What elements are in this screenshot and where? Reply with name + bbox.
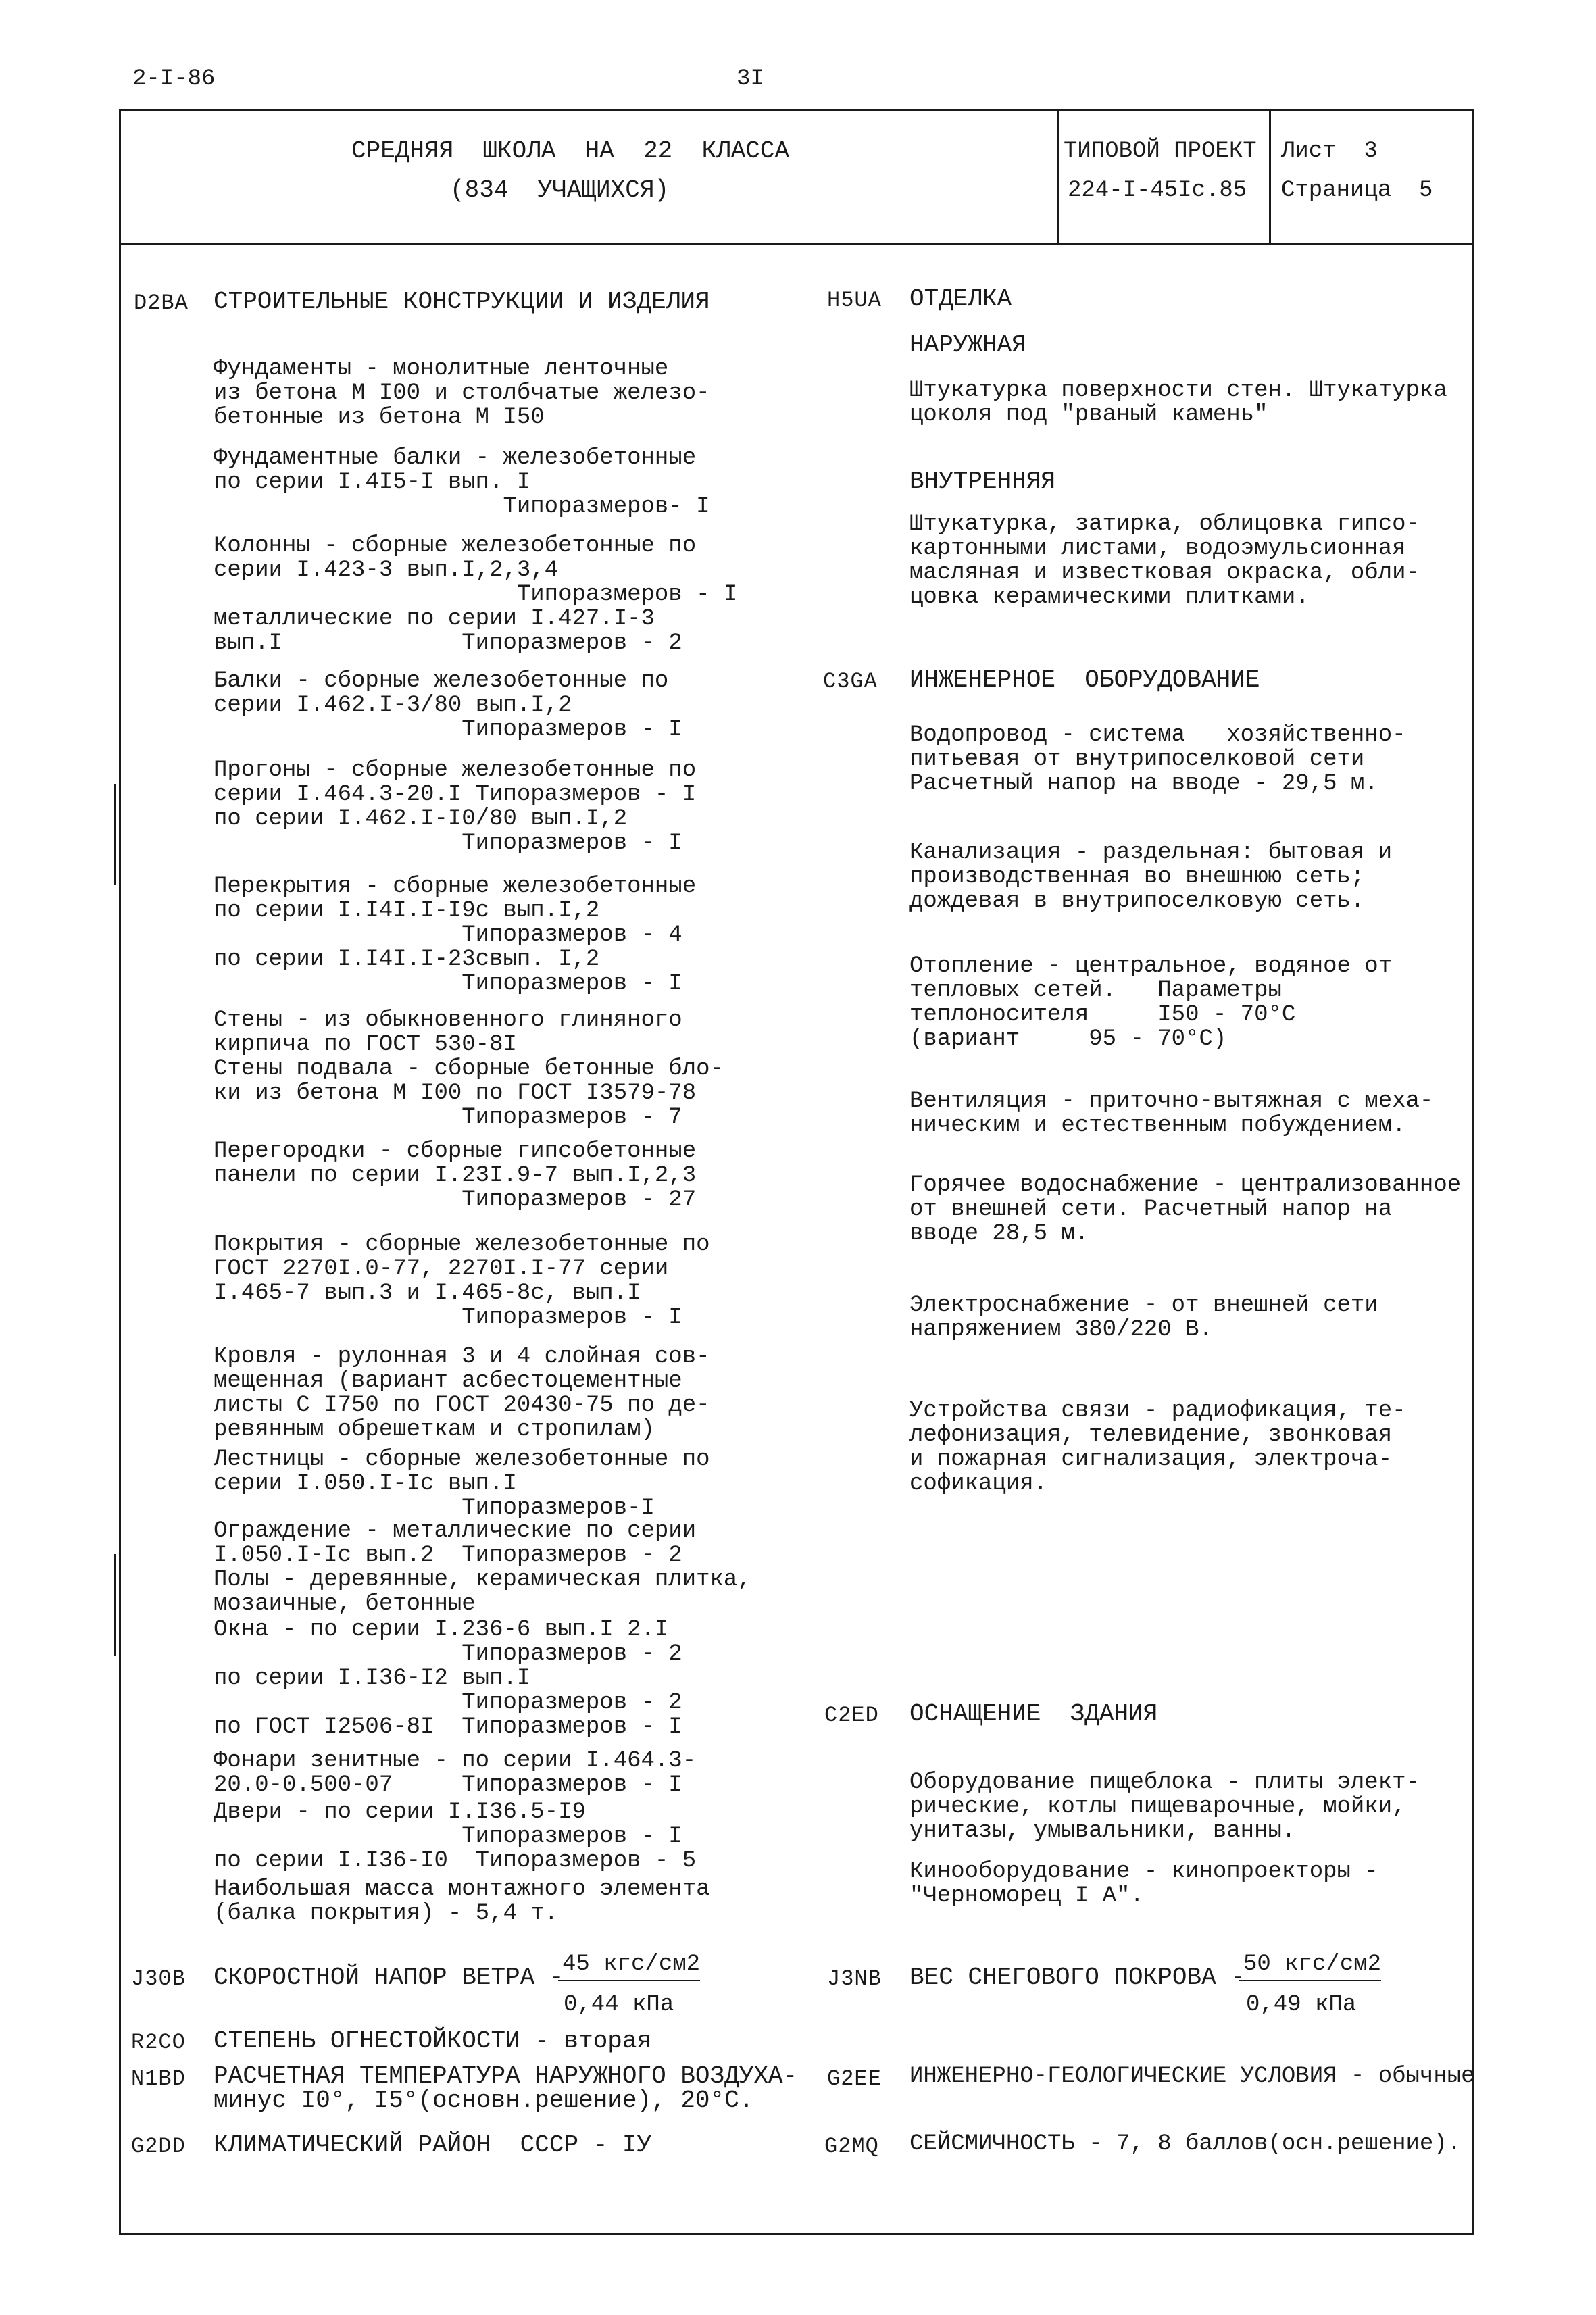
wind-pressure-value: 45 кгс/см2 [562, 1951, 701, 1977]
subsection-outer: НАРУЖНАЯ [909, 331, 1026, 359]
text-line: унитазы, умывальники, ванны. [909, 1818, 1296, 1844]
text-line: цовка керамическими плитками. [909, 584, 1310, 610]
seismicity: СЕЙСМИЧНОСТЬ - 7, 8 баллов(осн.решение). [909, 2131, 1462, 2157]
structures-item [214, 1877, 710, 1926]
text-line: Типоразмеров - I [214, 717, 682, 743]
text-line: Ограждение - металлические по серии [214, 1518, 697, 1544]
fire-resistance: СТЕПЕНЬ ОГНЕСТОЙКОСТИ - вторая [214, 2027, 652, 2055]
text-line: Расчетный напор на вводе - 29,5 м. [909, 771, 1378, 797]
text-line: серии I.423-3 вып.I,2,3,4 [214, 557, 559, 583]
structures-item [214, 357, 710, 430]
text-line: по серии I.462.I-I0/80 вып.I,2 [214, 806, 628, 832]
outdoor-temperature-line1: РАСЧЕТНАЯ ТЕМПЕРАТУРА НАРУЖНОГО ВОЗДУХА- [214, 2062, 798, 2090]
outer-finishing-text [909, 378, 1447, 427]
text-line: Колонны - сборные железобетонные по [214, 533, 697, 559]
text-line: Типоразмеров - I [214, 830, 682, 856]
text-line: Типоразмеров - 27 [214, 1187, 697, 1213]
text-line: Кровля - рулонная 3 и 4 слойная сов- [214, 1344, 710, 1370]
text-line: Штукатурка поверхности стен. Штукатурка [909, 378, 1447, 403]
geology-conditions: ИНЖЕНЕРНО-ГЕОЛОГИЧЕСКИЕ УСЛОВИЯ - обычные [909, 2064, 1475, 2089]
text-line: Наибольшая масса монтажного элемента [214, 1876, 710, 1902]
engineering-item [909, 954, 1392, 1051]
text-line: теплоносителя I50 - 70°С [909, 1002, 1296, 1028]
section-title-equipment: ОСНАЩЕНИЕ ЗДАНИЯ [909, 1700, 1158, 1728]
text-line: тепловых сетей. Параметры [909, 978, 1282, 1003]
text-line: ки из бетона М I00 по ГОСТ I3579-78 [214, 1080, 697, 1106]
engineering-item [909, 1293, 1378, 1342]
structures-item [214, 446, 710, 519]
text-line: серии I.050.I-Iс вып.I [214, 1471, 517, 1497]
wind-pressure-si: 0,44 кПа [564, 1992, 674, 2018]
structures-item [214, 1008, 724, 1130]
text-line: по серии I.I36-I0 Типоразмеров - 5 [214, 1848, 697, 1874]
margin-mark [114, 1554, 116, 1656]
text-line: картонными листами, водоэмульсионная [909, 536, 1406, 562]
text-line: Двери - по серии I.I36.5-I9 [214, 1799, 586, 1825]
text-line: производственная во внешнюю сеть; [909, 864, 1365, 890]
snow-load-value: 50 кгс/см2 [1243, 1951, 1382, 1977]
text-line: лефонизация, телевидение, звонковая [909, 1422, 1393, 1448]
text-line: дождевая в внутрипоселковую сеть. [909, 889, 1365, 914]
text-line: напряжением 380/220 В. [909, 1317, 1213, 1343]
text-line: питьевая от внутрипоселковой сети [909, 747, 1365, 772]
text-line: мещенная (вариант асбестоцементные [214, 1368, 682, 1394]
structures-item [214, 669, 682, 742]
structures-item [214, 1519, 751, 1616]
page-label: Страница 5 [1281, 178, 1433, 203]
page-number: 3I [737, 66, 764, 92]
section-code: N1BD [131, 2066, 186, 2091]
text-line: 20.0-0.500-07 Типоразмеров - I [214, 1772, 682, 1798]
section-code: J30B [131, 1966, 186, 1991]
title-line-2: (834 УЧАЩИХСЯ) [450, 176, 670, 204]
text-line: кирпича по ГОСТ 530-8I [214, 1032, 517, 1057]
section-code: R2CO [131, 2030, 186, 2055]
header-divider-v1 [1057, 109, 1059, 243]
text-line: по серии I.I4I.I-23свып. I,2 [214, 947, 600, 972]
project-number: 224-I-45Iс.85 [1068, 178, 1247, 203]
text-line: Фундаменты - монолитные ленточные [214, 356, 669, 382]
section-code: J3NB [827, 1966, 882, 1991]
structures-item [214, 534, 737, 655]
structures-item [214, 1749, 696, 1797]
section-title-engineering: ИНЖЕНЕРНОЕ ОБОРУДОВАНИЕ [909, 666, 1260, 694]
section-code: G2EE [827, 2066, 882, 2091]
text-line: I.050.I-Iс вып.2 Типоразмеров - 2 [214, 1543, 682, 1568]
section-code: D2BA [134, 291, 189, 316]
text-line: Типоразмеров - 2 [214, 1690, 682, 1716]
section-code: G2DD [131, 2134, 186, 2159]
text-line: "Черноморец I А". [909, 1883, 1144, 1909]
snow-load-si: 0,49 кПа [1246, 1992, 1357, 2018]
document-code: 2-I-86 [132, 66, 216, 92]
text-line: Прогоны - сборные железобетонные по [214, 757, 697, 783]
text-line: Лестницы - сборные железобетонные по [214, 1447, 710, 1472]
header-divider-v2 [1269, 109, 1271, 243]
fraction-bar [558, 1980, 700, 1981]
text-line: Перекрытия - сборные железобетонные [214, 874, 697, 899]
project-label: ТИПОВОЙ ПРОЕКТ [1064, 139, 1257, 164]
text-line: цоколя под "рваный камень" [909, 402, 1268, 428]
text-line: Типоразмеров - 7 [214, 1105, 682, 1130]
text-line: Оборудование пищеблока - плиты элект- [909, 1770, 1420, 1795]
text-line: по серии I.I4I.I-I9с вып.I,2 [214, 898, 600, 924]
text-line: софикация. [909, 1471, 1048, 1497]
text-line: Типоразмеров - 4 [214, 922, 682, 948]
outdoor-temperature-line2: минус I0°, I5°(основн.решение), 20°С. [214, 2087, 754, 2114]
engineering-item [909, 1399, 1406, 1496]
margin-mark [114, 784, 116, 885]
structures-item [214, 1233, 710, 1330]
text-line: Водопровод - система хозяйственно- [909, 722, 1406, 748]
text-line: металлические по серии I.427.I-3 [214, 606, 655, 632]
text-line: Типоразмеров - I [214, 582, 738, 607]
text-line: Стены подвала - сборные бетонные бло- [214, 1056, 724, 1082]
structures-item [214, 874, 696, 996]
text-line: Полы - деревянные, керамическая плитка, [214, 1567, 751, 1593]
engineering-item [909, 1173, 1461, 1246]
text-line: Электроснабжение - от внешней сети [909, 1293, 1378, 1318]
text-line: Фундаментные балки - железобетонные [214, 445, 697, 471]
fraction-bar [1239, 1980, 1381, 1981]
header-divider [119, 243, 1474, 245]
text-line: масляная и известковая окраска, обли- [909, 560, 1420, 586]
engineering-item [909, 841, 1392, 914]
structures-item [214, 1139, 696, 1212]
text-line: и пожарная сигнализация, электроча- [909, 1447, 1393, 1472]
text-line: серии I.464.3-20.I Типоразмеров - I [214, 782, 697, 807]
equipment-item [909, 1860, 1378, 1908]
text-line: Типоразмеров-I [214, 1495, 655, 1521]
text-line: по серии I.4I5-I вып. I [214, 470, 531, 495]
section-code: C2ED [824, 1703, 879, 1728]
structures-item [214, 1345, 710, 1442]
sheet-number: Лист 3 [1281, 139, 1378, 164]
text-line: Типоразмеров - I [214, 971, 682, 997]
text-line: Вентиляция - приточно-вытяжная с меха- [909, 1089, 1434, 1114]
text-line: листы С I750 по ГОСТ 20430-75 по де- [214, 1393, 710, 1418]
text-line: рические, котлы пищеварочные, мойки, [909, 1794, 1406, 1820]
text-line: вып.I Типоразмеров - 2 [214, 630, 682, 656]
structures-item [214, 1618, 682, 1739]
text-line: (вариант 95 - 70°С) [909, 1026, 1227, 1052]
text-line: Канализация - раздельная: бытовая и [909, 840, 1393, 866]
subsection-inner: ВНУТРЕННЯЯ [909, 468, 1056, 495]
text-line: от внешней сети. Расчетный напор на [909, 1197, 1393, 1222]
text-line: Типоразмеров- I [214, 494, 710, 520]
structures-item [214, 1447, 710, 1520]
section-title-structures: СТРОИТЕЛЬНЫЕ КОНСТРУКЦИИ И ИЗДЕЛИЯ [214, 288, 710, 316]
snow-load-label: ВЕС СНЕГОВОГО ПОКРОВА - [909, 1964, 1245, 1991]
climate-region: КЛИМАТИЧЕСКИЙ РАЙОН СССР - IУ [214, 2131, 652, 2159]
text-line: Типоразмеров - I [214, 1305, 682, 1330]
text-line: серии I.462.I-3/80 вып.I,2 [214, 693, 572, 718]
text-line: Стены - из обыкновенного глиняного [214, 1007, 682, 1033]
section-title-finishing: ОТДЕЛКА [909, 285, 1012, 313]
structures-item [214, 758, 696, 855]
text-line: Фонари зенитные - по серии I.464.3- [214, 1748, 697, 1774]
equipment-item [909, 1770, 1420, 1843]
section-code: C3GA [823, 669, 878, 694]
text-line: панели по серии I.23I.9-7 вып.I,2,3 [214, 1163, 697, 1189]
text-line: Горячее водоснабжение - централизованное [909, 1172, 1462, 1198]
text-line: по ГОСТ I2506-8I Типоразмеров - I [214, 1714, 682, 1740]
text-line: I.465-7 вып.3 и I.465-8с, вып.I [214, 1280, 641, 1306]
text-line: Кинооборудование - кинопроекторы - [909, 1859, 1378, 1885]
text-line: (балка покрытия) - 5,4 т. [214, 1901, 559, 1926]
text-line: ревянным обрешеткам и стропилам) [214, 1417, 655, 1443]
inner-finishing-text [909, 512, 1420, 609]
text-line: Типоразмеров - I [214, 1824, 682, 1849]
text-line: вводе 28,5 м. [909, 1221, 1089, 1247]
engineering-item [909, 1089, 1433, 1138]
text-line: из бетона М I00 и столбчатые железо- [214, 380, 710, 406]
wind-pressure-label: СКОРОСТНОЙ НАПОР ВЕТРА - [214, 1964, 564, 1991]
text-line: по серии I.I36-I2 вып.I [214, 1666, 531, 1691]
section-code: G2MQ [824, 2134, 879, 2159]
text-line: Покрытия - сборные железобетонные по [214, 1232, 710, 1258]
text-line: Балки - сборные железобетонные по [214, 668, 669, 694]
text-line: Перегородки - сборные гипсобетонные [214, 1139, 697, 1164]
text-line: ГОСТ 2270I.0-77, 2270I.I-77 серии [214, 1256, 669, 1282]
text-line: Отопление - центральное, водяное от [909, 953, 1393, 979]
text-line: Штукатурка, затирка, облицовка гипсо- [909, 512, 1420, 537]
title-line-1: СРЕДНЯЯ ШКОЛА НА 22 КЛАССА [351, 137, 790, 165]
text-line: ническим и естественным побуждением. [909, 1113, 1406, 1139]
section-code: H5UA [827, 288, 882, 313]
engineering-item [909, 723, 1406, 796]
structures-item [214, 1800, 696, 1873]
text-line: Типоразмеров - 2 [214, 1641, 682, 1667]
text-line: мозаичные, бетонные [214, 1591, 476, 1617]
text-line: Окна - по серии I.236-6 вып.I 2.I [214, 1617, 669, 1643]
text-line: бетонные из бетона М I50 [214, 405, 545, 430]
text-line: Устройства связи - радиофикация, те- [909, 1398, 1406, 1424]
